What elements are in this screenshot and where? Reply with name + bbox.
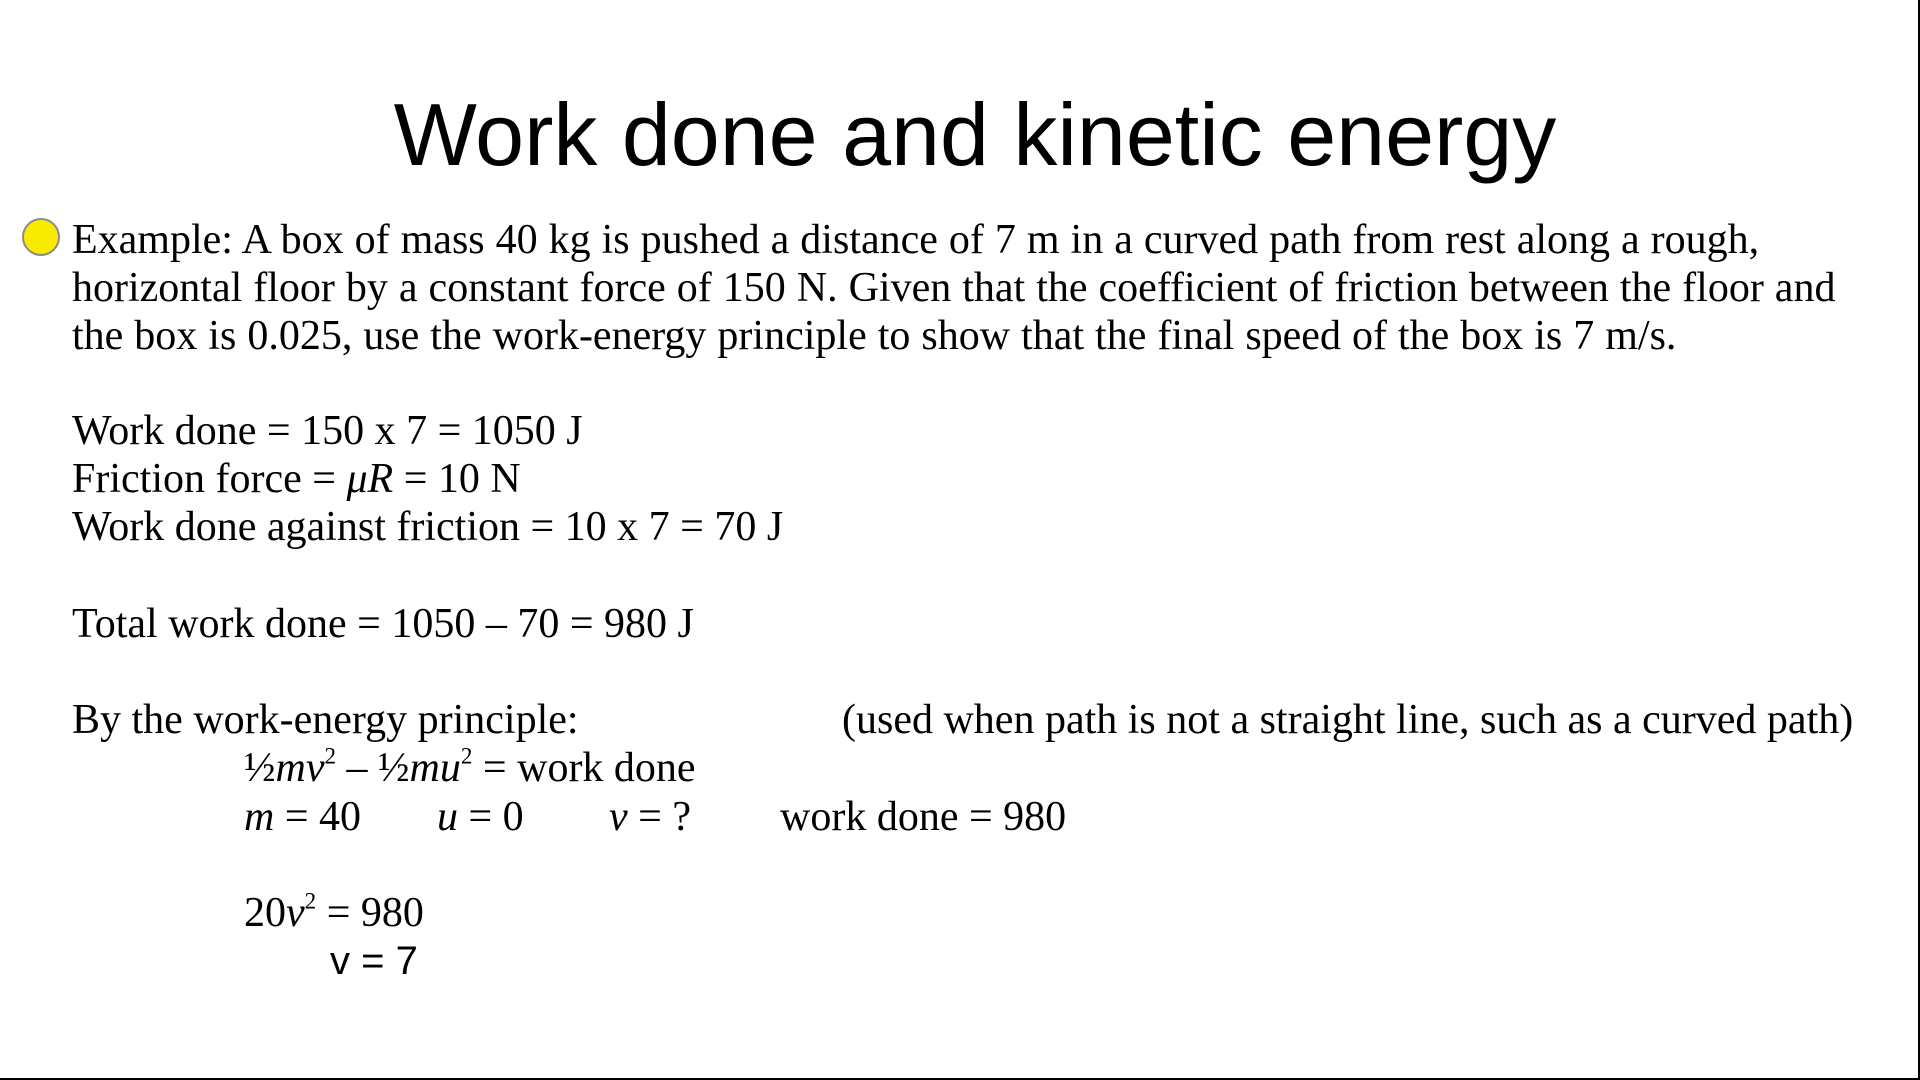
example-text-line-3: the box is 0.025, use the work-energy principle to show that the final speed of the box is 7 m/s. [72, 313, 1677, 359]
solve-equation [244, 889, 424, 937]
ke-exp-1: 2 [324, 742, 337, 769]
kinetic-energy-equation [244, 744, 696, 792]
solve-exp: 2 [304, 887, 317, 914]
friction-prefix: Friction force = [72, 456, 347, 502]
value-m [244, 793, 361, 841]
u-value: = 0 [458, 794, 524, 840]
friction-force-line [72, 455, 521, 503]
ke-rhs: = work done [472, 745, 696, 791]
principle-note: (used when path is not a straight line, such as a curved path) [842, 697, 1854, 743]
value-u [437, 793, 524, 841]
work-done-line: Work done = 150 x 7 = 1050 J [72, 408, 583, 454]
v-symbol: v [609, 794, 628, 840]
pointer-highlight-dot [22, 218, 60, 256]
friction-symbol: μR [346, 456, 394, 502]
u-symbol: u [437, 794, 458, 840]
value-v [609, 793, 691, 841]
ke-minus: – ½ [336, 745, 410, 791]
ke-half: ½ [244, 745, 276, 791]
m-symbol: m [244, 794, 275, 840]
principle-label: By the work-energy principle: [72, 697, 579, 743]
solve-result: v = 7 [330, 939, 418, 983]
ke-exp-2: 2 [460, 742, 473, 769]
v-value: = ? [627, 794, 691, 840]
total-work-line: Total work done = 1050 – 70 = 980 J [72, 601, 694, 647]
m-value: = 40 [274, 794, 362, 840]
example-text-line-2: horizontal floor by a constant force of 150 N. Given that the coefficient of friction between the floor and [72, 265, 1836, 311]
friction-suffix: = 10 N [393, 456, 521, 502]
solve-rhs: = 980 [316, 890, 424, 936]
work-against-friction-line: Work done against friction = 10 x 7 = 70 J [72, 504, 784, 550]
ke-mv: mv [275, 745, 325, 791]
slide-title: Work done and kinetic energy [393, 85, 1557, 184]
value-work-done: work done = 980 [780, 794, 1067, 840]
ke-mu: mu [409, 745, 461, 791]
solve-coef: 20 [244, 890, 286, 936]
solve-var: v [286, 890, 305, 936]
example-text-line-1: Example: A box of mass 40 kg is pushed a distance of 7 m in a curved path from rest along a rough, [72, 217, 1760, 263]
